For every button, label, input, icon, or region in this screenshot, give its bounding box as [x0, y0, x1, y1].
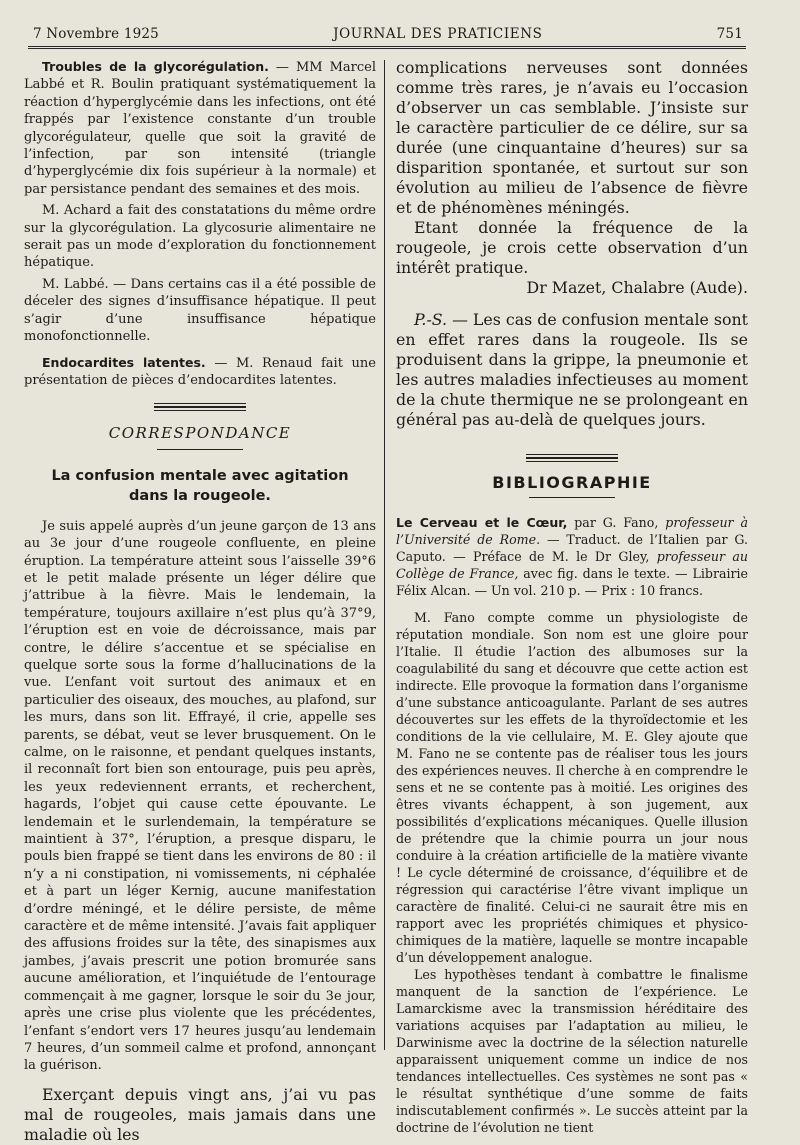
- glyco-heading: Troubles de la glycorégulation.: [42, 59, 269, 74]
- header-rule-secondary: [28, 48, 746, 49]
- header-journal-title: JOURNAL DES PRATICIENS: [333, 26, 543, 42]
- glyco-text-1: — MM Marcel Labbé et R. Boulin pratiquant systématiquement la réaction d’hyperglycémie dans les infections, ont été frappés par l’existence constante d’un trouble glycorégulateur, quelle que soit la gravité de l’infection, par son intensité (triangle d’hyperglycémie dix fois supérieur à la normale) et par persistance pendant des semaines et des mois.: [24, 60, 376, 197]
- postscript-label: P.-S.: [414, 310, 448, 329]
- section-title-bibliographie: BIBLIOGRAPHIE: [492, 473, 652, 492]
- book-title: Le Cerveau et le Cœur,: [396, 515, 568, 531]
- article-title-line-1: La confusion mentale avec agitation: [51, 467, 349, 484]
- section-title-correspondance: CORRESPONDANCE: [108, 424, 292, 443]
- book-gley-role: professeur au Collège de France,: [396, 549, 748, 582]
- correspondance-paragraph-1: Je suis appelé auprès d’un jeune garçon de 13 ans au 3e jour d’une rougeole confluente, en pleine éruption. La température atteint sous l’aisselle 39°6 et le petit malade présente un léger délire que j’attribue à la fièvre. Mais le lendemain, la température, toujours axillaire n’est plus qu’à 37°9, l’éruption est en voie de décroissance, mais par contre, le délire s’accentue et se spécialise en quelque sorte sous la forme d’hallucinations de la vue. L’enfant voit surtout des animaux et en particulier des oiseaux, des mouches, au plafond, sur les murs, dans son lit. Effrayé, il crie, appelle ses parents, se débat, veut se lever brusquement. On le calme, on le raisonne, et pendant quelques instants, il reconnaît fort bien son entourage, puis peu après, les yeux redeviennent errants, et recherchent, hagards, l’objet qui cause cette épouvante. Le lendemain et le surlendemain, la température se maintient à 37°, l’éruption, a presque disparu, le pouls bien frappé se tient dans les environs de 80 : il n’y a ni constipation, ni vomissements, ni céphalée et à part un léger Kernig, aucune manifestation d’ordre méningé, et le délire persiste, de même caractère et de même intensité. J’avais fait appliquer des affusions froides sur la tête, des sinapismes aux jambes, j’avais prescrit une potion bromurée sans aucune amélioration, et l’inquiétude de l’entourage commençait à me gagner, lorsque le soir du 3e jour, après une crise plus violente que les précédentes, l’enfant s’endort vers 17 heures jusqu’au lendemain 7 heures, d’un sommeil calme et profond, annonçant la guérison.: [24, 518, 376, 1074]
- correspondance-paragraph-2-continued: complications nerveuses sont données comme très rares, je n’avais eu l’occasion d’observer un cas semblable. J’insiste sur le caractère particulier de ce délire, sur sa durée (une cinquantaine d’heures) sur sa disparition spontanée, et surtout sur son évolution au milieu de l’absence de fièvre et de phénomènes méningés.: [396, 58, 748, 217]
- article-title: [24, 466, 376, 506]
- left-column: [24, 58, 376, 1145]
- book-author-role: professeur à l’Université de Rome.: [396, 515, 748, 548]
- endocardites-text: — M. Renaud fait une présentation de pièces d’endocardites latentes.: [24, 355, 376, 388]
- section-underline-left: [157, 449, 243, 450]
- book-reference: [396, 514, 748, 599]
- postscript-paragraph: [396, 310, 748, 430]
- endocardites-heading: Endocardites latentes.: [42, 354, 206, 370]
- header-page-number: 751: [716, 26, 743, 42]
- endocardites-paragraph: [24, 354, 376, 390]
- book-author: par G. Fano,: [567, 515, 666, 531]
- section-ornament-right: [526, 454, 618, 462]
- correspondance-paragraph-3: Etant donnée la fréquence de la rougeole, je crois cette observation d’un intérêt pratique.: [396, 218, 748, 277]
- section-underline-right: [529, 497, 615, 498]
- header-date: 7 Novembre 1925: [33, 26, 159, 42]
- article-title-line-2: dans la rougeole.: [129, 487, 271, 504]
- page-header: [33, 26, 743, 46]
- correspondance-paragraph-2: Exerçant depuis vingt ans, j’ai vu pas mal de rougeoles, mais jamais dans une maladie où les: [24, 1084, 376, 1144]
- book-publication: avec fig. dans le texte. — Librairie Félix Alcan. — Un vol. 210 p. — Prix : 10 francs.: [396, 566, 748, 599]
- postscript-text: — Les cas de confusion mentale sont en effet rares dans la rougeole. Ils se produisent dans la grippe, la pneumonie et les autres maladies infectieuses au moment de la chute thermique ne se prolongeant en général pas au-delà de quelques jours.: [396, 310, 749, 429]
- book-translation: — Traduct. de l’Italien par G. Caputo. — Préface de M. le Dr Gley,: [396, 532, 749, 565]
- section-ornament-left: [154, 403, 246, 411]
- signature: Dr Mazet, Chalabre (Aude).: [526, 278, 748, 297]
- glyco-paragraph-3: M. Labbé. — Dans certains cas il a été possible de déceler des signes d’insuffisance hépatique. Il peut s’agir d’une insuffisance hépatique monofonctionnelle.: [24, 276, 376, 345]
- glyco-paragraph-1: [24, 58, 376, 198]
- bibliographie-paragraph-2: Les hypothèses tendant à combattre le finalisme manquent de la sanction de l’expérience. Le Lamarckisme avec la transmission héréditaire des variations acquises par l’adaptation au milieu, le Darwinisme avec la doctrine de la sélection naturelle apparaissent uniquement comme un indice de nos tendances intellectuelles. Ces systèmes ne sont pas « le résultat synthétique d’une somme de faits indiscutablement confirmés ». Le succès atteint par la doctrine de l’évolution ne tient: [396, 967, 748, 1136]
- bibliographie-paragraph-1: M. Fano compte comme un physiologiste de réputation mondiale. Son nom est une gloire pour l’Italie. Il étudie l’action des albumoses sur la coagulabilité du sang et découvre que cette action est indirecte. Elle provoque la formation dans l’organisme d’une substance anticoagulante. Parlant de ses autres découvertes sur les effets de la thyroïdectomie et les conditions de la vie cellulaire, M. E. Gley ajoute que M. Fano ne se contente pas de réaliser tous les jours des expériences neuves. Il cherche à en comprendre le sens et ne se contente pas à moitié. Les origines des êtres vivants échappent, à son jugement, aux possibilités d’explications mécaniques. Quelle illusion de prétendre que la chimie pourra un jour nous conduire à la création artificielle de la matière vivante ! Le cycle déterminé de croissance, d’équilibre et de régression qui caractérise l’être vivant implique un caractère de finalité. Celui-ci ne saurait être mis en rapport avec les propriétés chimiques et physico-chimiques de la matière, laquelle se montre incapable d’un développement analogue.: [396, 610, 748, 966]
- right-column: [396, 58, 748, 1136]
- header-rule: [28, 46, 746, 47]
- column-divider: [384, 60, 385, 1050]
- glyco-paragraph-2: M. Achard a fait des constatations du même ordre sur la glycorégulation. La glycosurie alimentaire ne serait pas un mode d’exploration du fonctionnement hépatique.: [24, 203, 376, 271]
